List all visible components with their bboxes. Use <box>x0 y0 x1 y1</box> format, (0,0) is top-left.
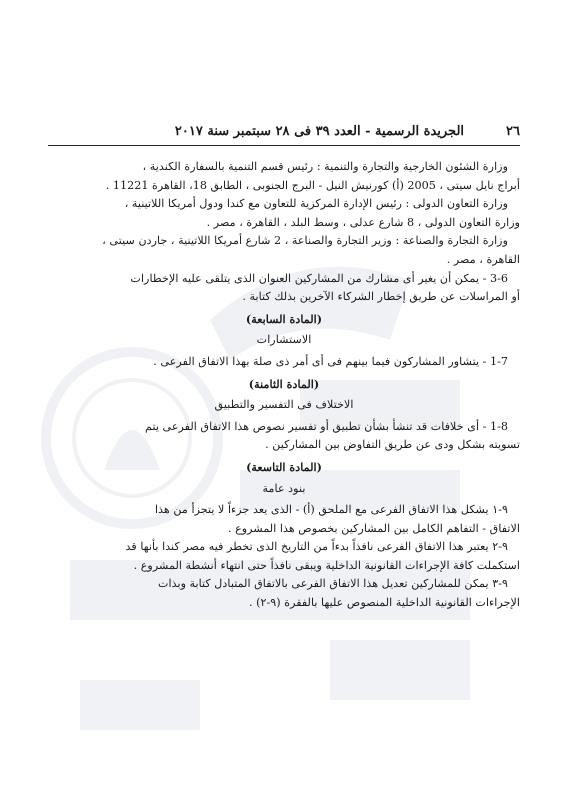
section-heading: الاستشارات <box>256 333 312 347</box>
article-title: (المادة السابعة) <box>245 311 323 326</box>
document-page <box>48 124 520 613</box>
page-number: ٢٦ <box>506 124 520 139</box>
address-line: وزارة التعاون الدولى ، 8 شارع عدلى ، وسط البلد ، القاهرة ، مصر . <box>206 215 520 229</box>
clause-text: ٩-١ يشكل هذا الاتفاق الفرعى مع الملحق (أ) - الذى يعد جزءاً لا يتجزأ من هذا <box>154 503 508 517</box>
section-heading: الاختلاف فى التفسير والتطبيق <box>214 398 354 412</box>
article-title: (المادة التاسعة) <box>246 459 322 474</box>
clause-text: ٩-٣ يمكن للمشاركين تعديل هذا الاتفاق الفرعى بالاتفاق المتبادل كتابة وبذات <box>157 577 508 591</box>
address-line: وزارة الشئون الخارجية والتجارة والتنمية : رئيس قسم التنمية بالسفارة الكندية ، <box>142 160 508 173</box>
clause-text: الاتفاق - التفاهم الكامل بين المشاركين بخصوص هذا المشروع . <box>227 521 520 535</box>
address-line: القاهرة ، مصر . <box>446 252 520 266</box>
document-body <box>48 146 520 613</box>
address-line: وزارة التعاون الدولى : رئيس الإدارة المركزية للتعاون مع كندا ودول أمريكا اللاتينية ، <box>124 197 508 211</box>
clause-text: أو المراسلات عن طريق إخطار الشركاء الآخرين بذلك كتابة . <box>242 290 520 304</box>
clause-text: الإجراءات القانونية الداخلية المنصوص عليها بالفقرة (٩-٢) . <box>248 596 520 610</box>
clause-text: 3-6 - يمكن أن يغير أى مشارك من المشاركين العنوان الذى يتلقى عليه الإخطارات <box>130 271 508 285</box>
section-heading: بنود عامة <box>262 481 306 495</box>
article-title: (المادة الثامنة) <box>248 376 320 391</box>
clause-text: 1-8 - أى خلافات قد تنشأ بشأن تطبيق أو تفسير نصوص هذا الاتفاق الفرعى يتم <box>145 419 508 433</box>
address-line: وزارة التجارة والصناعة : وزير التجارة والصناعة ، 2 شارع أمريكا اللاتينية ، جاردن سيتى ، <box>102 234 508 248</box>
gazette-title: الجريدة الرسمية - العدد ٣٩ فى ٢٨ سبتمبر سنة ٢٠١٧ <box>174 124 465 139</box>
clause-text: 1-7 - يتشاور المشاركون فيما بينهم فى أى أمر ذى صلة بهذا الاتفاق الفرعى . <box>153 354 508 368</box>
clause-text: استكملت كافة الإجراءات القانونية الداخلية ويبقى نافذاً حتى انتهاء أنشطة المشروع . <box>133 558 520 572</box>
clause-text: ٩-٢ يعتبر هذا الاتفاق الفرعى نافذاً بدءاً من التاريخ الذى تخطر فيه مصر كندا بأنها قد <box>125 540 508 554</box>
address-line: أبراج نايل سيتى ، 2005 (أ) كورنيش النيل - البرج الجنوبى ، الطابق 18، القاهرة 11221 . <box>105 178 520 192</box>
clause-text: تسويته بشكل ودى عن طريق التفاوض بين المشاركين . <box>265 438 520 452</box>
page-header <box>48 124 520 146</box>
